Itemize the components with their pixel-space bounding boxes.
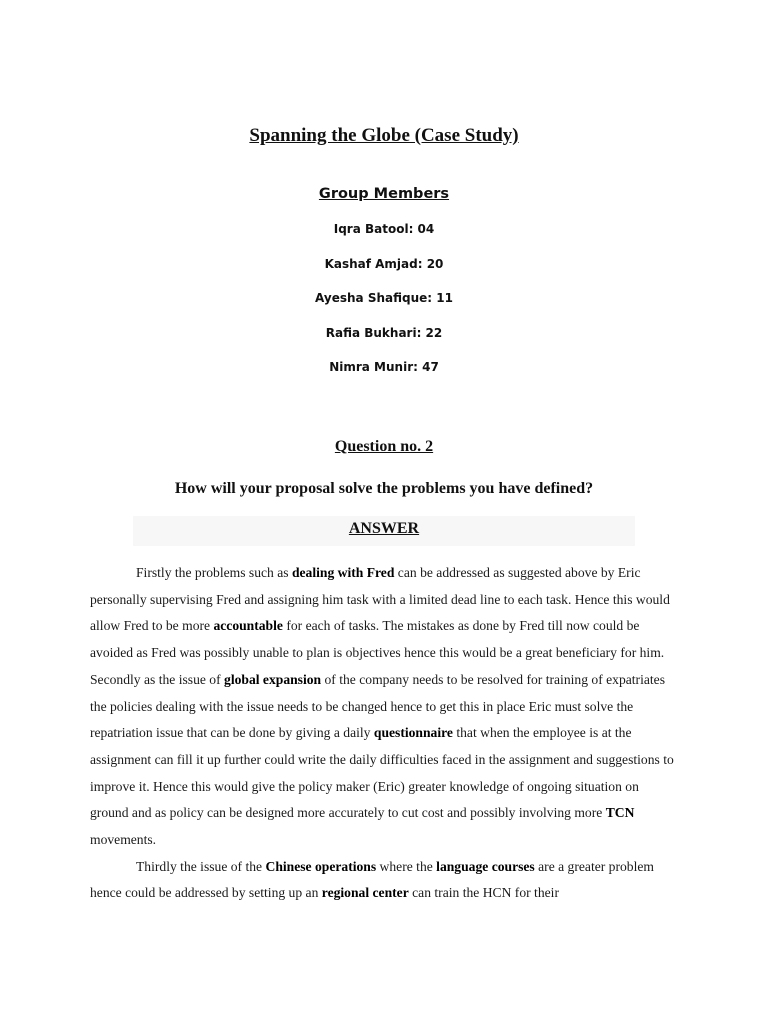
paragraph-text: movements. (90, 832, 157, 848)
group-member: Iqra Batool: 04 (333, 222, 435, 236)
group-members-list (0, 222, 768, 395)
bold-term: Chinese operations (265, 858, 377, 874)
paragraph-text: Firstly the problems such as (136, 565, 292, 580)
answer-paragraph (90, 854, 680, 907)
document-title: Spanning the Globe (Case Study) (249, 125, 519, 146)
group-member: Ayesha Shafique: 11 (315, 291, 453, 305)
bold-term: global expansion (224, 671, 322, 687)
group-member: Rafia Bukhari: 22 (325, 325, 443, 340)
answer-paragraph (90, 667, 680, 854)
answer-paragraph (90, 560, 680, 667)
paragraph-text: Secondly as the issue of (90, 671, 225, 687)
question-text: How will your proposal solve the problems you have defined? (174, 480, 594, 497)
answer-body (90, 560, 680, 907)
answer-heading: ANSWER (348, 520, 420, 537)
group-members-heading: Group Members (318, 186, 450, 202)
group-member: Nimra Munir: 47 (329, 360, 439, 374)
paragraph-text: that when the employee is at the assignment can fill it up further could write the daily difficulties faced in the assignment and suggestions to improve it. Hence this would give the policy maker (Eric) greater knowledge of ongoing situation on ground and as policy can be designed more accurately to cut cost and possibly involving more (90, 725, 674, 821)
paragraph-text: of the company needs to be resolved for training of expatriates the policies dealing with the issue needs to be changed hence to get this in place Eric must solve the repatriation issue that can be done by giving a daily (90, 671, 665, 741)
bold-term: regional center (321, 885, 409, 901)
paragraph-text: where the (376, 858, 437, 874)
paragraph-text: Thirdly the issue of the (136, 858, 266, 874)
bold-term: questionnaire (373, 725, 453, 741)
paragraph-text: are a greater problem hence could be addressed by setting up an (90, 858, 654, 901)
bold-term: TCN (605, 805, 635, 821)
bold-term: accountable (213, 618, 283, 634)
bold-term: language courses (436, 858, 535, 874)
paragraph-text: for each of tasks. The mistakes as done by Fred till now could be avoided as Fred was possibly unable to plan is objectives hence this would be a great beneficiary for him. (90, 618, 665, 661)
bold-term: dealing with Fred (291, 565, 395, 580)
group-member: Kashaf Amjad: 20 (324, 256, 444, 271)
paragraph-text: can train the HCN for their (408, 885, 559, 901)
paragraph-text: can be addressed as suggested above by Eric personally supervising Fred and assigning him task with a limited dead line to each task. Hence this would allow Fred to be more (90, 565, 670, 634)
question-heading: Question no. 2 (334, 438, 434, 455)
